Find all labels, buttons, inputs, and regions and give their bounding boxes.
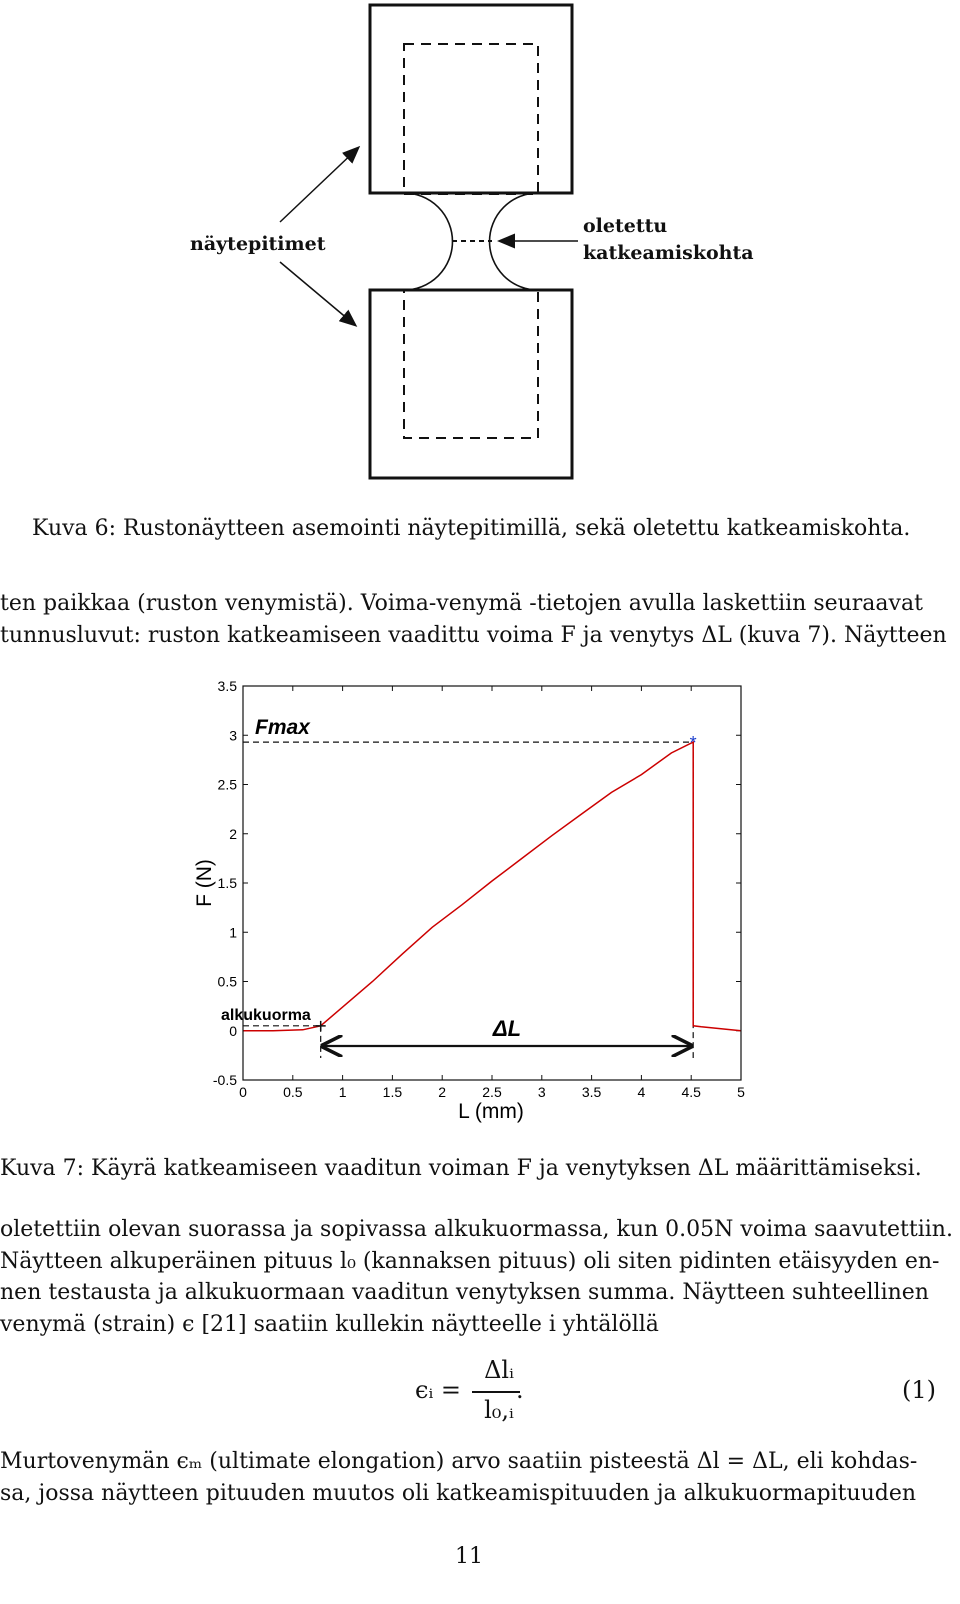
x-tick-label: 2.5 (482, 1084, 502, 1100)
fmax-marker: * (689, 733, 697, 754)
label-break-2: katkeamiskohta (583, 242, 754, 264)
text-line: sa, jossa näytteen pituuden muutos oli katkeamispituuden ja alkukuormapituuden (0, 1480, 917, 1506)
equation-numerator: Δlᵢ (484, 1356, 514, 1384)
y-tick-label: 3 (229, 727, 237, 744)
y-tick-label: 2 (229, 825, 237, 842)
equation-period: . (516, 1376, 524, 1404)
preload-label: alkukuorma (221, 1007, 311, 1024)
label-break-1: oletettu (583, 215, 668, 237)
text-line: Murtovenymän ϵₘ (ultimate elongation) arvo saatiin pisteestä Δl = ΔL, eli kohdas- (0, 1449, 918, 1474)
y-tick-label: 1.5 (217, 875, 237, 891)
equation-lhs: ϵᵢ = (415, 1376, 462, 1404)
text-line: ten paikkaa (ruston venymistä). Voima-venymä -tietojen avulla laskettiin seuraavat (0, 591, 923, 616)
force-curve (243, 742, 741, 1031)
paragraph-2 (0, 1214, 960, 1340)
text-line: nen testausta ja alkukuormaan vaaditun venytyksen summa. Näytteen suhteellinen (0, 1280, 929, 1305)
x-tick-label: 2 (438, 1084, 447, 1100)
x-tick-label: 3.5 (581, 1084, 602, 1100)
x-tick-label: 3 (537, 1084, 546, 1100)
page-number: 11 (455, 1544, 483, 1569)
text-line: venymä (strain) ϵ [21] saatiin kullekin näytteelle i yhtälöllä (0, 1311, 659, 1337)
y-tick-label: 0.5 (217, 973, 237, 990)
text-line: tunnusluvut: ruston katkeamiseen vaadittu voima F ja venytys ΔL (kuva 7). Näytteen (0, 622, 947, 648)
figure6-caption: Kuva 6: Rustonäytteen asemointi näytepitimillä, sekä oletettu katkeamiskohta. (32, 516, 911, 541)
x-axis-label: L (mm) (458, 1100, 524, 1123)
x-tick-label: 4.5 (681, 1084, 701, 1100)
figure7-caption: Kuva 7: Käyrä katkeamiseen vaaditun voiman F ja venytyksen ΔL määrittämiseksi. (0, 1156, 922, 1181)
y-axis-label: F (N) (193, 859, 216, 907)
x-tick-label: 0 (239, 1084, 247, 1100)
equation-number: (1) (902, 1376, 936, 1404)
text-line: Näytteen alkuperäinen pituus l₀ (kannaksen pituus) oli siten pidinten etäisyyden en- (0, 1248, 940, 1274)
y-tick-label: -0.5 (212, 1072, 237, 1088)
label-holders: näytepitimet (190, 233, 326, 255)
fraction-bar (472, 1391, 520, 1393)
text-line: oletettiin olevan suorassa ja sopivassa alkukuormassa, kun 0.05N voima saavutettiin. (0, 1217, 953, 1242)
delta-l-label: ΔL (492, 1016, 522, 1041)
x-tick-label: 0.5 (283, 1084, 303, 1100)
y-tick-label: 0 (229, 1022, 237, 1039)
y-tick-label: 3.5 (217, 678, 237, 694)
x-tick-label: 1 (338, 1084, 347, 1100)
equation-denominator: l₀,ᵢ (484, 1396, 514, 1424)
x-tick-label: 5 (737, 1084, 745, 1100)
paragraph-3 (0, 1446, 960, 1509)
x-tick-label: 4 (637, 1084, 646, 1100)
y-tick-label: 2.5 (217, 776, 237, 793)
x-tick-label: 1.5 (382, 1084, 403, 1100)
fmax-label: Fmax (255, 716, 310, 739)
y-tick-label: 1 (229, 924, 237, 941)
